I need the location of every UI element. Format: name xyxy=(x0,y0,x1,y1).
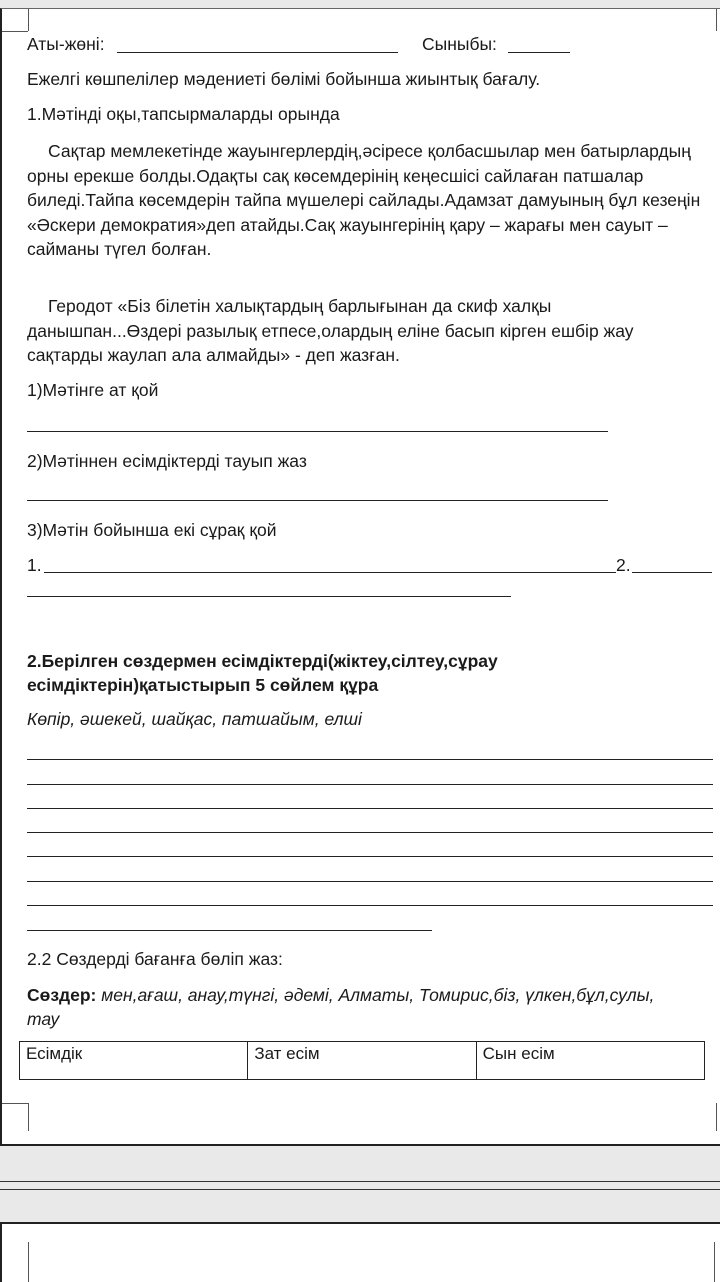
task1-heading: 1.Мәтінді оқы,тапсырмаларды орында xyxy=(27,104,340,124)
task2-heading-line1: 2.Берілген сөздермен есімдіктерді(жіктеу,сілтеу,сұрау xyxy=(27,651,498,671)
sentence-line[interactable] xyxy=(27,784,713,785)
class-label: Сыныбы: xyxy=(422,34,497,54)
answer-line-q2[interactable] xyxy=(27,500,608,501)
crop-mark-next-right xyxy=(714,1242,715,1282)
sentence-line[interactable] xyxy=(27,905,713,906)
sentence-line[interactable] xyxy=(27,930,432,931)
page-separator-top xyxy=(0,1181,720,1182)
class-blank[interactable] xyxy=(508,52,570,53)
task22-words-list: мен,ағаш, анау,түнгі, әдемі, Алматы, Томирис,біз, үлкен,бұл,сулы, xyxy=(96,985,655,1005)
page-title: Ежелгі көшпелілер мәдениеті бөлімі бойынша жиынтық бағалу. xyxy=(27,69,541,89)
task22-words-label: Сөздер: xyxy=(27,985,97,1005)
question-3: 3)Мәтін бойынша екі сұрақ қой xyxy=(27,520,277,540)
column-adjective[interactable]: Сын есім xyxy=(476,1042,704,1080)
task2-words: Көпір, әшекей, шайқас, патшайым, елші xyxy=(27,709,362,729)
name-label: Аты-жөні: xyxy=(27,34,105,54)
crop-mark-top-right xyxy=(716,9,717,31)
column-noun[interactable]: Зат есім xyxy=(248,1042,476,1080)
crop-mark-bottom-left xyxy=(28,1103,29,1131)
text-paragraph-2: Геродот «Біз білетін халықтардың барлығынан да скиф халқы данышпан...Өздері разылық етпесе,олардың еліне басып кірген ешбір жау сақтарды жаулап ала алмайды» - деп жазған. xyxy=(27,296,634,365)
sentence-line[interactable] xyxy=(27,759,713,760)
crop-mark-bottom-right xyxy=(716,1103,717,1131)
crop-mark-next-left xyxy=(28,1242,29,1282)
sentence-line[interactable] xyxy=(27,881,713,882)
task22-heading: 2.2 Сөздерді бағанға бөліп жаз: xyxy=(27,949,283,969)
sentence-line[interactable] xyxy=(27,808,713,809)
task22-words-list-cont: тау xyxy=(27,1009,60,1029)
task22-words-row xyxy=(27,983,654,1007)
page-separator-bottom xyxy=(0,1189,720,1190)
word-columns-table xyxy=(19,1041,705,1080)
crop-mark-top-left xyxy=(28,9,29,31)
name-blank[interactable] xyxy=(117,52,398,53)
sentence-line[interactable] xyxy=(27,856,713,857)
answer-line-q3-1[interactable] xyxy=(44,572,616,573)
next-page xyxy=(0,1222,720,1282)
answer-line-q1[interactable] xyxy=(27,431,608,432)
question-3-number-1: 1. xyxy=(27,555,42,575)
crop-mark-bottom-left-h xyxy=(2,1103,28,1104)
answer-line-q3-3[interactable] xyxy=(27,596,511,597)
column-pronoun[interactable]: Есімдік xyxy=(20,1042,248,1080)
question-2: 2)Мәтіннен есімдіктерді тауып жаз xyxy=(27,451,307,471)
crop-mark-top-left-h xyxy=(2,31,28,32)
answer-line-q3-2[interactable] xyxy=(632,572,712,573)
sentence-line[interactable] xyxy=(27,832,713,833)
question-1: 1)Мәтінге ат қой xyxy=(27,380,159,400)
text-paragraph-1: Сақтар мемлекетінде жауынгерлердің,әсіресе қолбасшылар мен батырлардың орны ерекше болды.Одақты сақ көсемдерінің кеңесшісі сайлаған патшалар биледі.Тайпа көсемдерін тайпа мүшелері сайлады.Адамзат дамуының бұл кезеңін «Әскери демократия»деп атайды.Сақ жауынгерінің қару – жарағы мен сауыт – сайманы түгел болған. xyxy=(27,141,701,259)
task2-heading-line2: есімдіктерін)қатыстырып 5 сөйлем құра xyxy=(27,675,379,695)
question-3-number-2: 2. xyxy=(616,555,631,575)
